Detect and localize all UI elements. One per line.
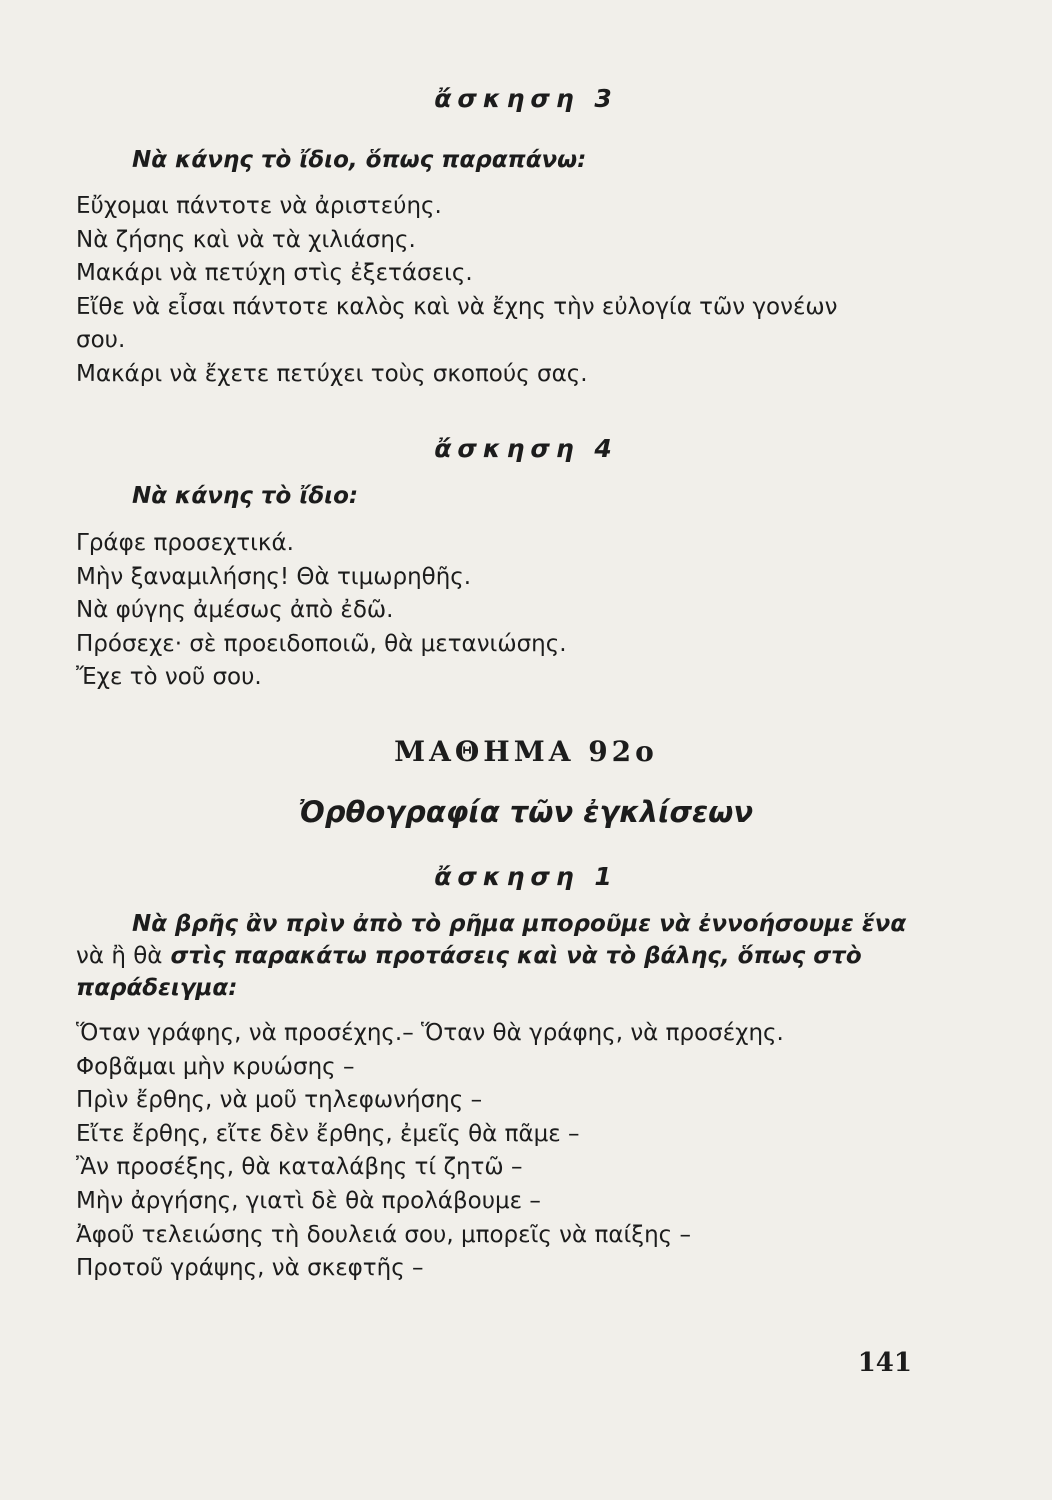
instruction-line xyxy=(76,940,912,972)
exercise-3-instruction: Νὰ κάνης τὸ ἴδιο, ὅπως παραπάνω: xyxy=(132,147,587,173)
text-line: Γράφε προσεχτικά. xyxy=(76,530,294,556)
page-number: 141 xyxy=(857,1348,912,1378)
exercise-4-heading: ἄσκηση 4 xyxy=(434,434,618,463)
lesson-title: ΜΑΘΗΜΑ 92ο xyxy=(394,735,658,768)
text-line: Μακάρι νὰ πετύχη στὶς ἐξετάσεις. xyxy=(76,260,473,287)
text-line: Ὅταν γράφης, νὰ προσέχης.– Ὅταν θὰ γράφης, νὰ προσέχης. xyxy=(76,1020,784,1046)
text-line: σου. xyxy=(76,327,126,354)
exercise-4-lines xyxy=(76,527,936,695)
text-line: Εἴθε νὰ εἶσαι πάντοτε καλὸς καὶ νὰ ἔχης τὴν εὐλογία τῶν γονέων xyxy=(76,293,838,320)
exercise-1-heading: ἄσκηση 1 xyxy=(434,862,618,891)
instruction-bold-text: στὶς παρακάτω προτάσεις καὶ νὰ τὸ βάλης, ὅπως στὸ xyxy=(170,943,862,969)
text-line: Πρόσεχε· σὲ προειδοποιῶ, θὰ μετανιώσης. xyxy=(76,630,567,657)
text-line: Μὴν ἀργήσης, γιατὶ δὲ θὰ προλάβουμε – xyxy=(76,1187,541,1214)
exercise-4-instruction: Νὰ κάνης τὸ ἴδιο: xyxy=(132,483,359,509)
text-line: Μὴν ξαναμιλήσης! Θὰ τιμωρηθῆς. xyxy=(76,563,472,590)
text-line: Φοβᾶμαι μὴν κρυώσης – xyxy=(76,1053,355,1080)
lesson-subtitle: Ὀρθογραφία τῶν ἐγκλίσεων xyxy=(298,795,754,829)
exercise-3-lines xyxy=(76,190,936,392)
text-line: Νὰ φύγης ἀμέσως ἀπὸ ἐδῶ. xyxy=(76,597,394,624)
text-line: Ἂν προσέξης, θὰ καταλάβης τί ζητῶ – xyxy=(76,1154,523,1181)
text-line: Ἔχε τὸ νοῦ σου. xyxy=(76,664,262,691)
exercise-1-lines xyxy=(76,1017,936,1286)
text-line: Εἴτε ἔρθης, εἴτε δὲν ἔρθης, ἐμεῖς θὰ πᾶμε – xyxy=(76,1120,580,1147)
text-line: Εὔχομαι πάντοτε νὰ ἀριστεύης. xyxy=(76,193,442,219)
instruction-plain-text: νὰ ἢ θὰ xyxy=(76,943,163,969)
exercise-1-instruction xyxy=(76,908,912,1004)
instruction-line: Νὰ βρῆς ἂν πρὶν ἀπὸ τὸ ρῆμα μποροῦμε νὰ ἐννοήσουμε ἕνα xyxy=(132,911,907,937)
text-line: Πρὶν ἔρθης, νὰ μοῦ τηλεφωνήσης – xyxy=(76,1087,483,1114)
text-line: Μακάρι νὰ ἔχετε πετύχει τοὺς σκοπούς σας. xyxy=(76,360,588,387)
exercise-3-heading: ἄσκηση 3 xyxy=(434,84,618,113)
text-line: Ἀφοῦ τελειώσης τὴ δουλειά σου, μπορεῖς νὰ παίξης – xyxy=(76,1221,691,1248)
text-line: Νὰ ζήσης καὶ νὰ τὰ χιλιάσης. xyxy=(76,226,416,253)
instruction-line: παράδειγμα: xyxy=(76,975,238,1001)
text-line: Προτοῦ γράψης, νὰ σκεφτῆς – xyxy=(76,1255,424,1282)
